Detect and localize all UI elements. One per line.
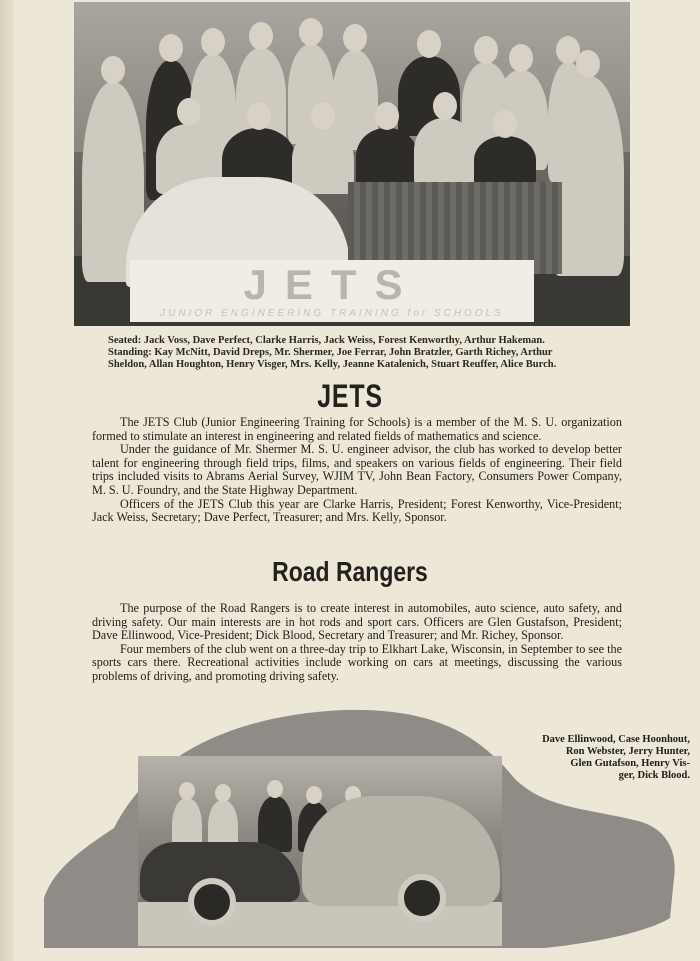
road-rangers-body <box>92 602 622 684</box>
page-binding-edge <box>0 0 14 961</box>
caption-standing-line-1: Standing: Kay McNitt, David Dreps, Mr. Shermer, Joe Ferrar, John Bratzler, Garth Richey, Arthur <box>108 347 553 358</box>
jets-paragraph: The JETS Club (Junior Engineering Training for Schools) is a member of the M. S. U. organization formed to stimulate an interest in engineering and related fields of mathematics and science. <box>92 415 622 443</box>
road-rangers-heading: Road Rangers <box>272 556 428 587</box>
road-rangers-paragraph: Four members of the club went on a three-day trip to Elkhart Lake, Wisconsin, in September to see the sports cars there. Recreational activities include working on cars at meetings, discussing the various problems of driving, and promoting driving safety. <box>92 641 622 683</box>
jets-paragraph: Under the guidance of Mr. Shermer M. S. U. engineer advisor, the club has worked to develop better talent for engineering through field trips, films, and speakers on various fields of engineering. Their field trips included visits to Abrams Aerial Survey, WJIM TV, John Bean Factory, Consumers Power Company, M. S. U. Foundry, and the State Highway Department. <box>92 442 622 497</box>
road-rangers-photo-caption <box>486 734 690 782</box>
car-caption-line: Glen Gutafson, Henry Vis- <box>570 758 690 769</box>
jets-sign-title: JETS <box>243 261 421 308</box>
road-rangers-paragraph: The purpose of the Road Rangers is to create interest in automobiles, auto science, auto safety, and driving safety. Our main interests are in hot rods and sport cars. Officers are Glen Gustafson, President; Dave Ellinwood, Vice-President; Dick Blood, Secretary and Treasurer; and Mr. Richey, Sponsor. <box>92 601 622 643</box>
photo-person <box>414 118 476 186</box>
jets-sign <box>130 260 534 322</box>
car-wheel <box>398 874 446 922</box>
photo-person <box>474 136 536 186</box>
caption-standing-line-2: Sheldon, Allan Houghton, Henry Visger, Mrs. Kelly, Jeanne Katalenich, Stuart Reuffer, Alice Burch. <box>108 359 557 370</box>
car-caption-line: Dave Ellinwood, Case Hoonhout, <box>542 734 690 745</box>
jets-heading: JETS <box>317 378 383 414</box>
car-wheel <box>188 878 236 926</box>
photo-person <box>552 76 624 276</box>
photo-person <box>356 128 418 188</box>
jets-sign-subtitle: JUNIOR ENGINEERING TRAINING for SCHOOLS <box>160 308 504 319</box>
road-rangers-photo <box>138 756 502 946</box>
caption-seated: Seated: Jack Voss, Dave Perfect, Clarke Harris, Jack Weiss, Forest Kenworthy, Arthur Hakeman. <box>108 335 545 346</box>
car-caption-line: Ron Webster, Jerry Hunter, <box>565 746 690 757</box>
jets-body <box>92 416 622 525</box>
jets-photo-caption <box>108 335 608 371</box>
jets-group-photo <box>74 2 630 326</box>
car-caption-line: ger, Dick Blood. <box>618 770 690 781</box>
photo-person <box>292 128 354 194</box>
jets-paragraph: Officers of the JETS Club this year are Clarke Harris, President; Forest Kenworthy, Vice-President; Jack Weiss, Secretary; Dave Perfect, Treasurer; and Mrs. Kelly, Sponsor. <box>92 496 622 525</box>
